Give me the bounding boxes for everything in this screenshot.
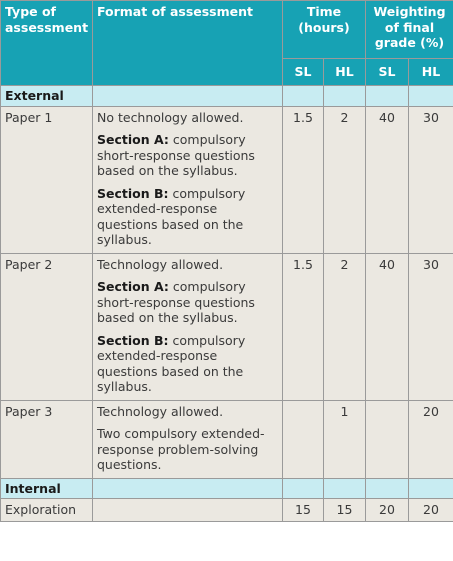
time-hl-value: 1 — [324, 400, 366, 478]
section-label-external: External — [1, 86, 93, 107]
table-row-paper-3 — [1, 400, 453, 478]
format-intro: Technology allowed. — [97, 256, 224, 272]
assessment-format — [93, 253, 283, 400]
weight-sl-value — [366, 400, 409, 478]
time-hl-value: 2 — [324, 253, 366, 400]
assessment-type: Paper 3 — [1, 400, 93, 478]
weight-sl-value: 20 — [366, 499, 409, 522]
section-b-label: Section B: — [97, 185, 169, 201]
header-time-sl: SL — [283, 58, 324, 85]
format-detail: Two compulsory extended-response problem-solving questions. — [97, 426, 265, 472]
assessment-type: Paper 1 — [1, 106, 93, 253]
weight-hl-value: 20 — [409, 499, 453, 522]
section-b-text: compulsory extended-response questions based on the syllabus. — [97, 332, 246, 394]
weight-hl-value: 30 — [409, 106, 453, 253]
format-section-b — [97, 186, 278, 248]
section-a-text: compulsory short-response questions based on the syllabus. — [97, 132, 255, 178]
format-section-b — [97, 333, 278, 395]
section-b-text: compulsory extended-response questions based on the syllabus. — [97, 185, 246, 247]
time-sl-value: 1.5 — [283, 253, 324, 400]
header-time-hl: HL — [324, 58, 366, 85]
section-a-text: compulsory short-response questions based on the syllabus. — [97, 279, 255, 325]
header-weight-sl: SL — [366, 58, 409, 85]
section-row-external — [1, 86, 453, 107]
section-row-internal — [1, 478, 453, 499]
format-intro: Technology allowed. — [97, 403, 224, 419]
time-sl-value — [283, 400, 324, 478]
header-format-of-assessment: Format of assessment — [93, 1, 283, 86]
assessment-type: Exploration — [1, 499, 93, 522]
section-a-label: Section A: — [97, 279, 169, 294]
header-row-top — [1, 1, 453, 59]
time-hl-value: 15 — [324, 499, 366, 522]
format-intro: No technology allowed. — [97, 109, 244, 125]
header-time-hours: Time (hours) — [283, 1, 366, 59]
section-a-label: Section A: — [97, 132, 169, 147]
header-weight-hl: HL — [409, 58, 453, 85]
section-label-internal: Internal — [1, 478, 93, 499]
time-sl-value: 15 — [283, 499, 324, 522]
assessment-type: Paper 2 — [1, 253, 93, 400]
weight-hl-value: 30 — [409, 253, 453, 400]
assessment-format — [93, 400, 283, 478]
header-type-of-assessment: Type of assessment — [1, 1, 93, 86]
header-weighting: Weighting of final grade (%) — [366, 1, 453, 59]
weight-sl-value: 40 — [366, 106, 409, 253]
time-hl-value: 2 — [324, 106, 366, 253]
table-row-exploration — [1, 499, 453, 522]
weight-hl-value: 20 — [409, 400, 453, 478]
time-sl-value: 1.5 — [283, 106, 324, 253]
weight-sl-value: 40 — [366, 253, 409, 400]
table-row-paper-1 — [1, 106, 453, 253]
section-b-label: Section B: — [97, 332, 169, 348]
assessment-format — [93, 499, 283, 522]
format-section-a — [97, 132, 278, 179]
assessment-format — [93, 106, 283, 253]
table-row-paper-2 — [1, 253, 453, 400]
format-section-a — [97, 279, 278, 326]
